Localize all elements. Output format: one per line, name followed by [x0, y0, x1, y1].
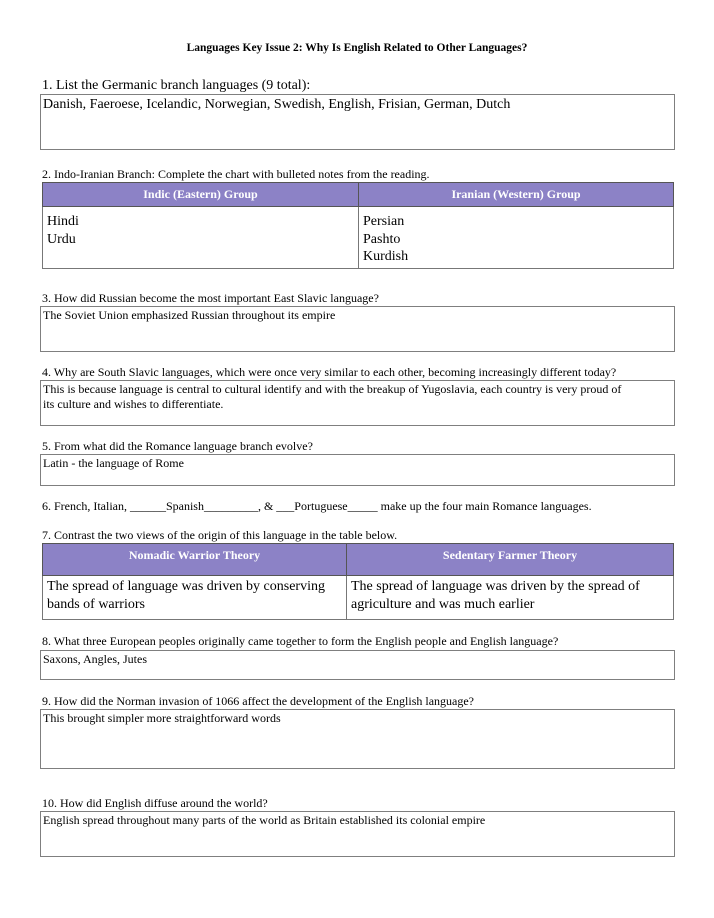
question-10-answer: English spread throughout many parts of the world as Britain established its colonial empire	[43, 813, 486, 827]
iranian-item: Kurdish	[363, 249, 409, 264]
iranian-item: Persian	[363, 214, 405, 229]
indo-iranian-table	[42, 182, 674, 269]
question-8-prompt: 8. What three European peoples originally came together to form the English people and English language?	[42, 634, 559, 648]
question-9-answer-box[interactable]	[40, 709, 675, 769]
question-1-answer: Danish, Faeroese, Icelandic, Norwegian, Swedish, English, Frisian, German, Dutch	[43, 97, 511, 112]
sedentary-farmer-cell[interactable]	[347, 576, 674, 620]
sedentary-farmer-line: agriculture and was much earlier	[351, 596, 535, 612]
question-4-prompt: 4. Why are South Slavic languages, which were once very similar to each other, becoming increasingly different today?	[42, 365, 617, 379]
indic-item: Urdu	[47, 231, 76, 247]
iranian-group-header: Iranian (Western) Group	[359, 183, 674, 207]
question-1-prompt: 1. List the Germanic branch languages (9 total):	[42, 78, 311, 93]
question-4-answer-line: This is because language is central to cultural identify and with the breakup of Yugoslavia, each country is very proud of	[43, 382, 622, 396]
question-6-text: 6. French, Italian, ______Spanish_________, & ___Portuguese_____ make up the four main Romance languages.	[42, 499, 592, 513]
language-origin-table	[42, 543, 674, 620]
iranian-group-cell[interactable]	[359, 207, 674, 269]
nomadic-warrior-header: Nomadic Warrior Theory	[43, 544, 347, 576]
question-3-prompt: 3. How did Russian become the most important East Slavic language?	[42, 291, 379, 305]
question-4-answer-line: its culture and wishes to differentiate.	[43, 397, 224, 411]
question-8-answer-box[interactable]	[40, 650, 675, 680]
sedentary-farmer-header: Sedentary Farmer Theory	[347, 544, 674, 576]
question-10-prompt: 10. How did English diffuse around the world?	[42, 796, 268, 810]
indic-group-cell[interactable]	[43, 207, 359, 269]
question-4-answer-box[interactable]	[40, 380, 675, 426]
question-5-answer: Latin - the language of Rome	[43, 456, 184, 470]
question-10-answer-box[interactable]	[40, 811, 675, 857]
question-9-prompt: 9. How did the Norman invasion of 1066 affect the development of the English language?	[42, 694, 474, 708]
nomadic-warrior-line: bands of warriors	[47, 596, 145, 612]
indic-group-header: Indic (Eastern) Group	[43, 183, 359, 207]
page-title: Languages Key Issue 2: Why Is English Related to Other Languages?	[186, 42, 528, 54]
question-3-answer: The Soviet Union emphasized Russian throughout its empire	[43, 308, 336, 322]
iranian-item: Pashto	[363, 231, 401, 247]
question-9-answer: This brought simpler more straightforward words	[43, 711, 281, 725]
question-3-answer-box[interactable]	[40, 306, 675, 352]
question-5-answer-box[interactable]	[40, 454, 675, 486]
sedentary-farmer-line: The spread of language was driven by the spread of	[351, 579, 640, 594]
question-8-answer: Saxons, Angles, Jutes	[43, 652, 148, 666]
question-2-prompt: 2. Indo-Iranian Branch: Complete the chart with bulleted notes from the reading.	[42, 167, 430, 181]
indic-item: Hindi	[47, 214, 79, 229]
question-1-answer-box[interactable]	[40, 94, 675, 150]
nomadic-warrior-cell[interactable]	[43, 576, 347, 620]
question-7-prompt: 7. Contrast the two views of the origin of this language in the table below.	[42, 528, 398, 542]
question-5-prompt: 5. From what did the Romance language branch evolve?	[42, 439, 313, 453]
nomadic-warrior-line: The spread of language was driven by conserving	[47, 579, 325, 594]
